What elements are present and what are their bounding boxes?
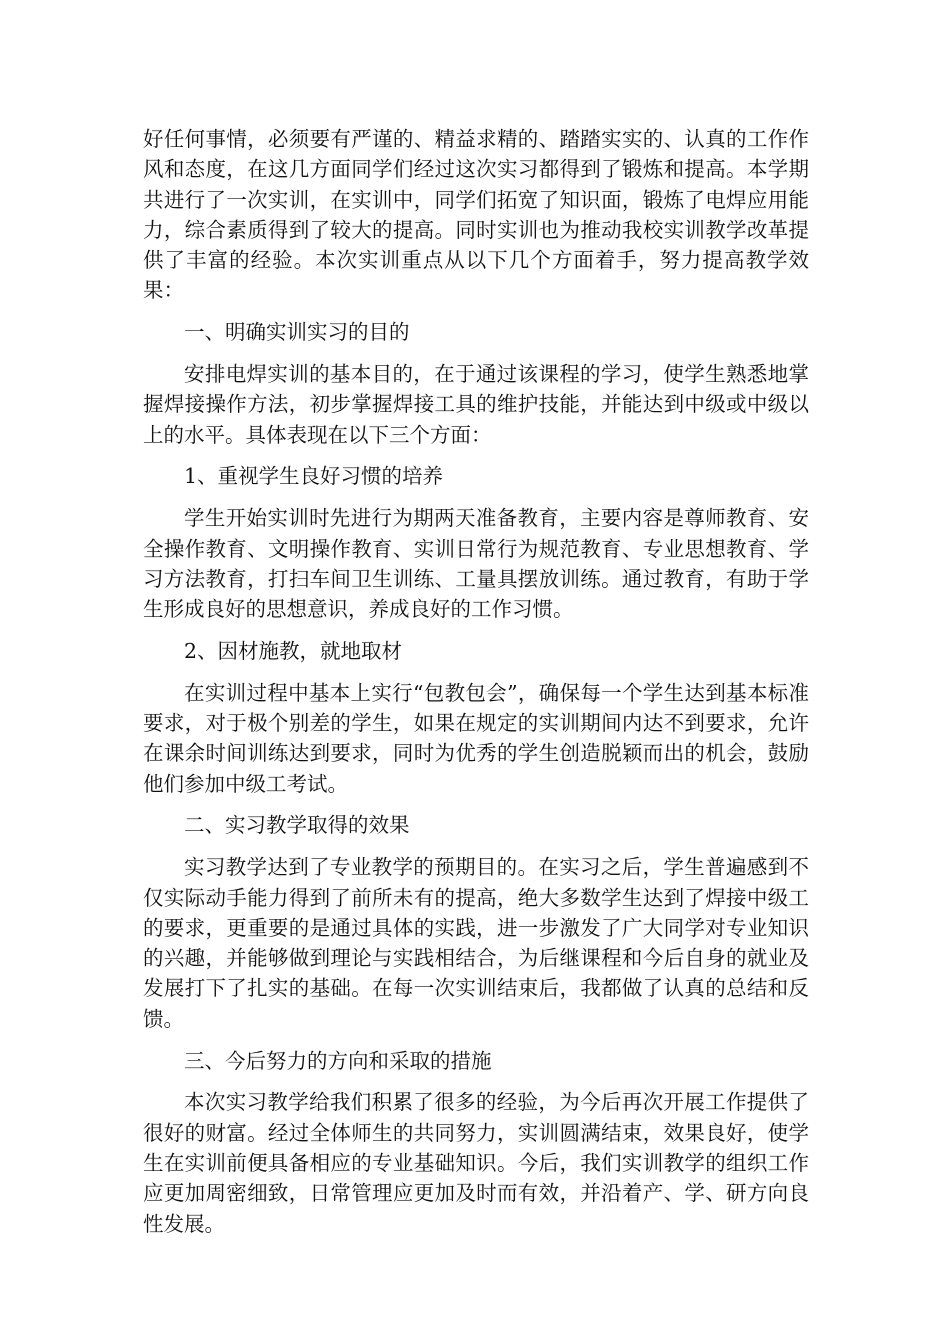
body-paragraph-2: 安排电焊实训的基本目的，在于通过该课程的学习，使学生熟悉地掌握焊接操作方法，初步掌握焊接工具的维护技能，并能达到中级或中级以上的水平。具体表现在以下三个方面： — [143, 362, 809, 447]
body-paragraph-4: 在实训过程中基本上实行“包教包会”，确保每一个学生达到基本标准要求，对于极个别差的学生，如果在规定的实训期间内达不到要求，允许在课余时间训练达到要求，同时为优秀的学生创造脱颖而出的机会，鼓励他们参加中级工考试。 — [143, 680, 809, 796]
body-paragraph-3: 学生开始实训时先进行为期两天准备教育，主要内容是尊师教育、安全操作教育、文明操作教育、实训日常行为规范教育、专业思想教育、学习方法教育，打扫车间卫生训练、工量具摆放训练。通过教育，有助于学生形成良好的思想意识，养成良好的工作习惯。 — [143, 506, 809, 622]
section-heading-2: 二、实习教学取得的效果 — [184, 813, 410, 838]
body-paragraph-5: 实习教学达到了专业教学的预期目的。在实习之后，学生普遍感到不仅实际动手能力得到了前所未有的提高，绝大多数学生达到了焊接中级工的要求，更重要的是通过具体的实践，进一步激发了广大同学对专业知识的兴趣，并能够做到理论与实践相结合，为后继课程和今后自身的就业及发展打下了扎实的基础。在每一次实训结束后，我都做了认真的总结和反馈。 — [143, 855, 809, 1031]
body-paragraph-6: 本次实习教学给我们积累了很多的经验，为今后再次开展工作提供了很好的财富。经过全体师生的共同努力，实训圆满结束，效果良好，使学生在实训前便具备相应的专业基础知识。今后，我们实训教学的组织工作应更加周密细致，日常管理应更加及时而有效，并沿着产、学、研方向良性发展。 — [143, 1090, 809, 1236]
document-page — [143, 124, 809, 1250]
subsection-heading-2: 2、因材施教，就地取材 — [184, 638, 403, 663]
body-paragraph-1: 好任何事情，必须要有严谨的、精益求精的、踏踏实实的、认真的工作作风和态度，在这几方面同学们经过这次实习都得到了锻炼和提高。本学期共进行了一次实训，在实训中，同学们拓宽了知识面，锻炼了电焊应用能力，综合素质得到了较大的提高。同时实训也为推动我校实训教学改革提供了丰富的经验。本次实训重点从以下几个方面着手，努力提高教学效果： — [143, 127, 809, 303]
section-heading-1: 一、明确实训实习的目的 — [184, 320, 410, 345]
section-heading-3: 三、今后努力的方向和采取的措施 — [184, 1048, 492, 1073]
subsection-heading-1: 1、重视学生良好习惯的培养 — [184, 464, 444, 489]
